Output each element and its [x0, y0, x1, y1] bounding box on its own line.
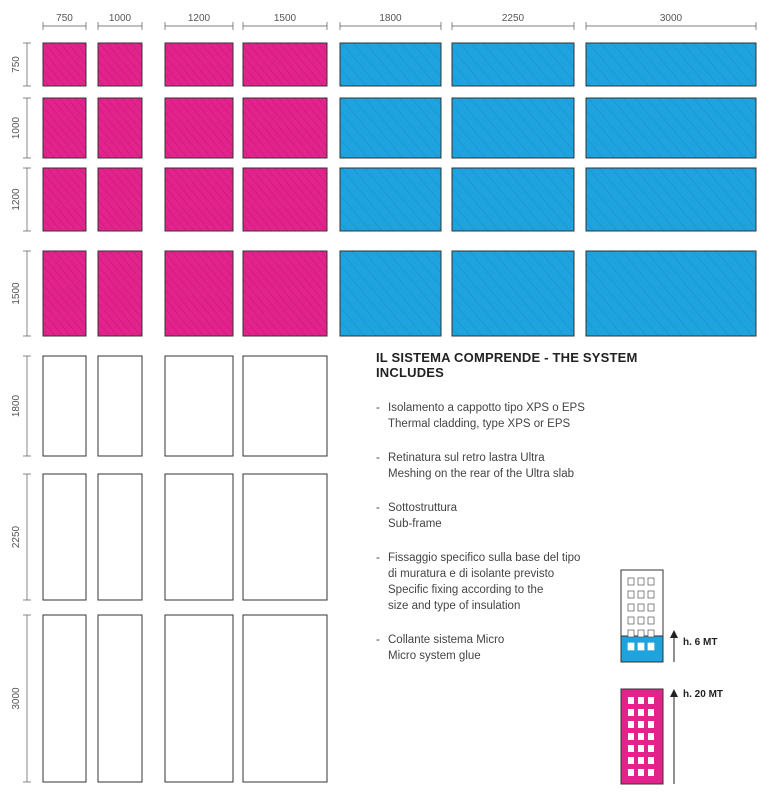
row-dimension-label: 1200 [11, 188, 22, 211]
panel-blue [340, 98, 441, 158]
panel-blue [452, 251, 574, 336]
bullet-dash: - [376, 552, 380, 564]
building-window [628, 721, 634, 728]
row-dimension-label: 1000 [11, 116, 22, 140]
panel-empty [43, 356, 86, 456]
panel-empty [98, 474, 142, 600]
panel-blue [340, 251, 441, 336]
building-window [638, 745, 644, 752]
bullet-dash: - [376, 502, 380, 514]
building-window [628, 697, 634, 704]
panel-empty [165, 474, 233, 600]
building-window [648, 721, 654, 728]
system-item [376, 400, 706, 432]
building-window [648, 769, 654, 776]
system-item [376, 632, 706, 664]
panel-pink [43, 43, 86, 86]
system-title: IL SISTEMA COMPRENDE - THE SYSTEM INCLUDES [376, 350, 638, 380]
panel-pink [243, 98, 327, 158]
building-window [638, 769, 644, 776]
height-label-small: h. 6 MT [683, 637, 718, 648]
panel-empty [43, 474, 86, 600]
system-item-line: Sub-frame [388, 518, 442, 530]
building-window [628, 757, 634, 764]
panel-empty [243, 474, 327, 600]
column-dimension-label: 750 [56, 13, 73, 24]
column-dimension-label: 3000 [659, 13, 683, 24]
building-window [628, 769, 634, 776]
building-window [628, 733, 634, 740]
panel-pink [165, 251, 233, 336]
panel-pink [98, 168, 142, 231]
system-item-line: Isolamento a cappotto tipo XPS o EPS [388, 402, 585, 414]
panel-blue [586, 43, 756, 86]
row-dimension-label: 750 [11, 56, 22, 73]
system-item-line: Thermal cladding, type XPS or EPS [388, 418, 571, 430]
panel-blue [452, 98, 574, 158]
column-dimension-label: 1800 [379, 13, 402, 24]
panel-empty [243, 615, 327, 782]
row-dimensions [11, 43, 31, 782]
panel-pink [243, 168, 327, 231]
system-item-line: di muratura e di isolante previsto [388, 568, 555, 580]
building-window [638, 709, 644, 716]
row-dimension-label: 3000 [11, 687, 22, 710]
bullet-dash: - [376, 634, 380, 646]
system-item [376, 450, 706, 482]
column-dimension-label: 1000 [108, 13, 132, 24]
panel-blue [586, 98, 756, 158]
panel-pink [43, 251, 86, 336]
system-includes [376, 350, 706, 682]
building-window [628, 745, 634, 752]
bullet-dash: - [376, 452, 380, 464]
building-window [638, 697, 644, 704]
building-window [648, 733, 654, 740]
system-item [376, 500, 706, 532]
panel-blue [586, 168, 756, 231]
panel-empty [165, 615, 233, 782]
row-dimension-label: 2250 [11, 525, 22, 549]
panel-pink [243, 43, 327, 86]
panel-blue [452, 168, 574, 231]
building-window [638, 721, 644, 728]
building-window [638, 733, 644, 740]
panel-pink [43, 168, 86, 231]
panel-pink [43, 98, 86, 158]
panel-pink [98, 98, 142, 158]
panel-blue [586, 251, 756, 336]
panel-empty [98, 615, 142, 782]
arrow-up-icon [670, 689, 678, 697]
panel-pink [98, 43, 142, 86]
system-item-line: Specific fixing according to the [388, 584, 544, 596]
panel-empty [43, 615, 86, 782]
system-item-line: size and type of insulation [388, 600, 521, 612]
bullet-dash: - [376, 402, 380, 414]
system-item-line: Retinatura sul retro lastra Ultra [388, 452, 545, 464]
panel-blue [340, 43, 441, 86]
system-items-list [376, 400, 706, 664]
system-item-line: Sottostruttura [388, 502, 458, 514]
building-window [648, 745, 654, 752]
panel-empty [165, 356, 233, 456]
building-window [638, 757, 644, 764]
system-item-line: Micro system glue [388, 650, 481, 662]
system-item-line: Meshing on the rear of the Ultra slab [388, 468, 575, 480]
system-item-line: Collante sistema Micro [388, 634, 505, 646]
panel-empty [98, 356, 142, 456]
row-dimension-label: 1800 [11, 394, 22, 418]
column-dimension-label: 1200 [187, 13, 211, 24]
panel-pink [165, 98, 233, 158]
building-window [648, 697, 654, 704]
column-dimension-label: 2250 [501, 13, 525, 24]
system-item-line: Fissaggio specifico sulla base del tipo [388, 552, 581, 564]
building-window [648, 709, 654, 716]
building-window [628, 709, 634, 716]
panel-pink [98, 251, 142, 336]
panel-pink [165, 43, 233, 86]
panel-pink [243, 251, 327, 336]
column-dimensions [43, 13, 756, 30]
panel-pink [165, 168, 233, 231]
row-dimension-label: 1500 [11, 282, 22, 305]
panel-empty [243, 356, 327, 456]
panel-blue [340, 168, 441, 231]
height-label-tall: h. 20 MT [683, 689, 724, 700]
system-item [376, 550, 706, 614]
column-dimension-label: 1500 [273, 13, 297, 24]
panel-blue [452, 43, 574, 86]
building-window [648, 757, 654, 764]
